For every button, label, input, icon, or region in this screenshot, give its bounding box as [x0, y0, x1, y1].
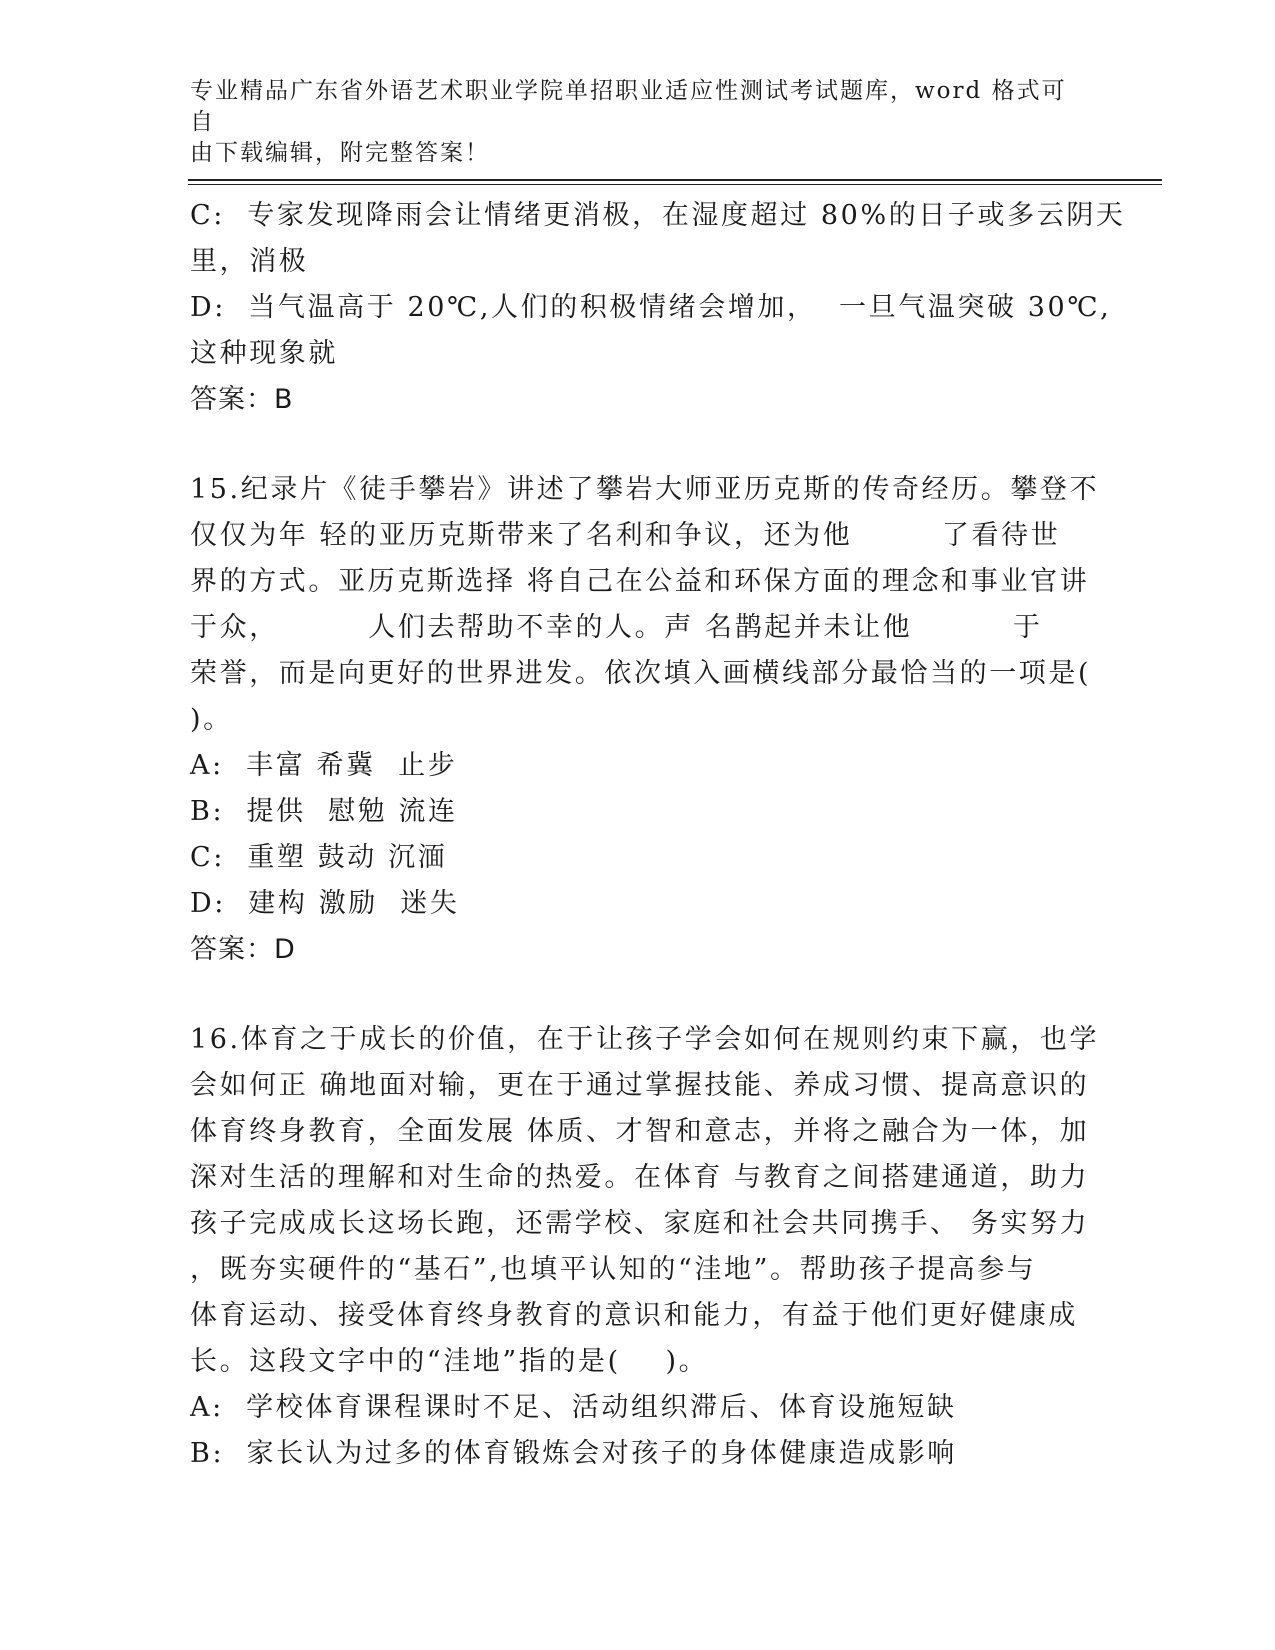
question-16 — [190, 1017, 1100, 1477]
question-text-line: 荣誉，而是向更好的世界进发。依次填入画横线部分最恰当的一项是( — [190, 658, 1092, 689]
option-b: B: 提供 慰勉 流连 — [190, 796, 458, 827]
answer-line: 答案：B — [190, 384, 294, 415]
header-rule-thin — [188, 184, 1162, 185]
question-15 — [190, 467, 1100, 973]
question-text-line: 体育终身教育，全面发展 体质、才智和意志，并将之融合为一体，加 — [190, 1116, 1090, 1147]
option-a: A: 学校体育课程课时不足、活动组织滞后、体育设施短缺 — [190, 1392, 957, 1423]
option-a: A: 丰富 希冀 止步 — [190, 750, 458, 781]
question-text-line: 仅仅为年 轻的亚历克斯带来了名利和争议，还为他 了看待世 — [190, 520, 1061, 551]
question-text-line: 16.体育之于成长的价值，在于让孩子学会如何在规则约束下赢，也学 — [190, 1024, 1100, 1055]
question-text-line: )。 — [190, 704, 233, 735]
question-text-line: 孩子完成成长这场长跑，还需学校、家庭和社会共同携手、 务实努力 — [190, 1208, 1090, 1239]
option-d: D: 建构 激励 迷失 — [190, 888, 460, 919]
question-text-line: ，既夯实硬件的“基石”,也填平认知的“洼地”。帮助孩子提高参与 — [190, 1254, 1037, 1285]
answer-line: 答案：D — [190, 934, 296, 965]
header-line: 专业精品广东省外语艺术职业学院单招职业适应性测试考试题库，word 格式可自 — [190, 78, 1067, 135]
option-line: D: 当气温高于 20℃,人们的积极情绪会增加， 一旦气温突破 30℃, — [190, 292, 1112, 323]
option-c: C: 重塑 鼓动 沉湎 — [190, 842, 448, 873]
header-line: 由下载编辑，附完整答案！ — [190, 140, 490, 166]
question-text-line: 深对生活的理解和对生命的热爱。在体育 与教育之间搭建通道，助力 — [190, 1162, 1090, 1193]
option-line: C: 专家发现降雨会让情绪更消极，在湿度超过 80%的日子或多云阴天 — [190, 200, 1126, 231]
spacer — [190, 423, 1090, 467]
spacer — [190, 973, 1090, 1017]
question-text-line: 会如何正 确地面对输，更在于通过掌握技能、养成习惯、提高意识的 — [190, 1070, 1090, 1101]
header-rule-thick — [188, 179, 1162, 181]
question-text-line: 于众， 人们去帮助不幸的人。声 名鹊起并未让他 于 — [190, 612, 1043, 643]
question-text-line: 长。这段文字中的“洼地”指的是( )。 — [190, 1346, 709, 1377]
option-line: 这种现象就 — [190, 338, 338, 369]
option-line: 里，消极 — [190, 246, 309, 277]
question-text-line: 界的方式。亚历克斯选择 将自己在公益和环保方面的理念和事业官讲 — [190, 566, 1090, 597]
question-14-tail — [190, 193, 1126, 423]
option-b: B: 家长认为过多的体育锻炼会对孩子的身体健康造成影响 — [190, 1438, 957, 1469]
question-text-line: 15.纪录片《徒手攀岩》讲述了攀岩大师亚历克斯的传奇经历。攀登不 — [190, 474, 1100, 505]
document-body — [190, 193, 1126, 1477]
page-header — [190, 76, 1090, 169]
question-text-line: 体育运动、接受体育终身教育的意识和能力，有益于他们更好健康成 — [190, 1300, 1078, 1331]
